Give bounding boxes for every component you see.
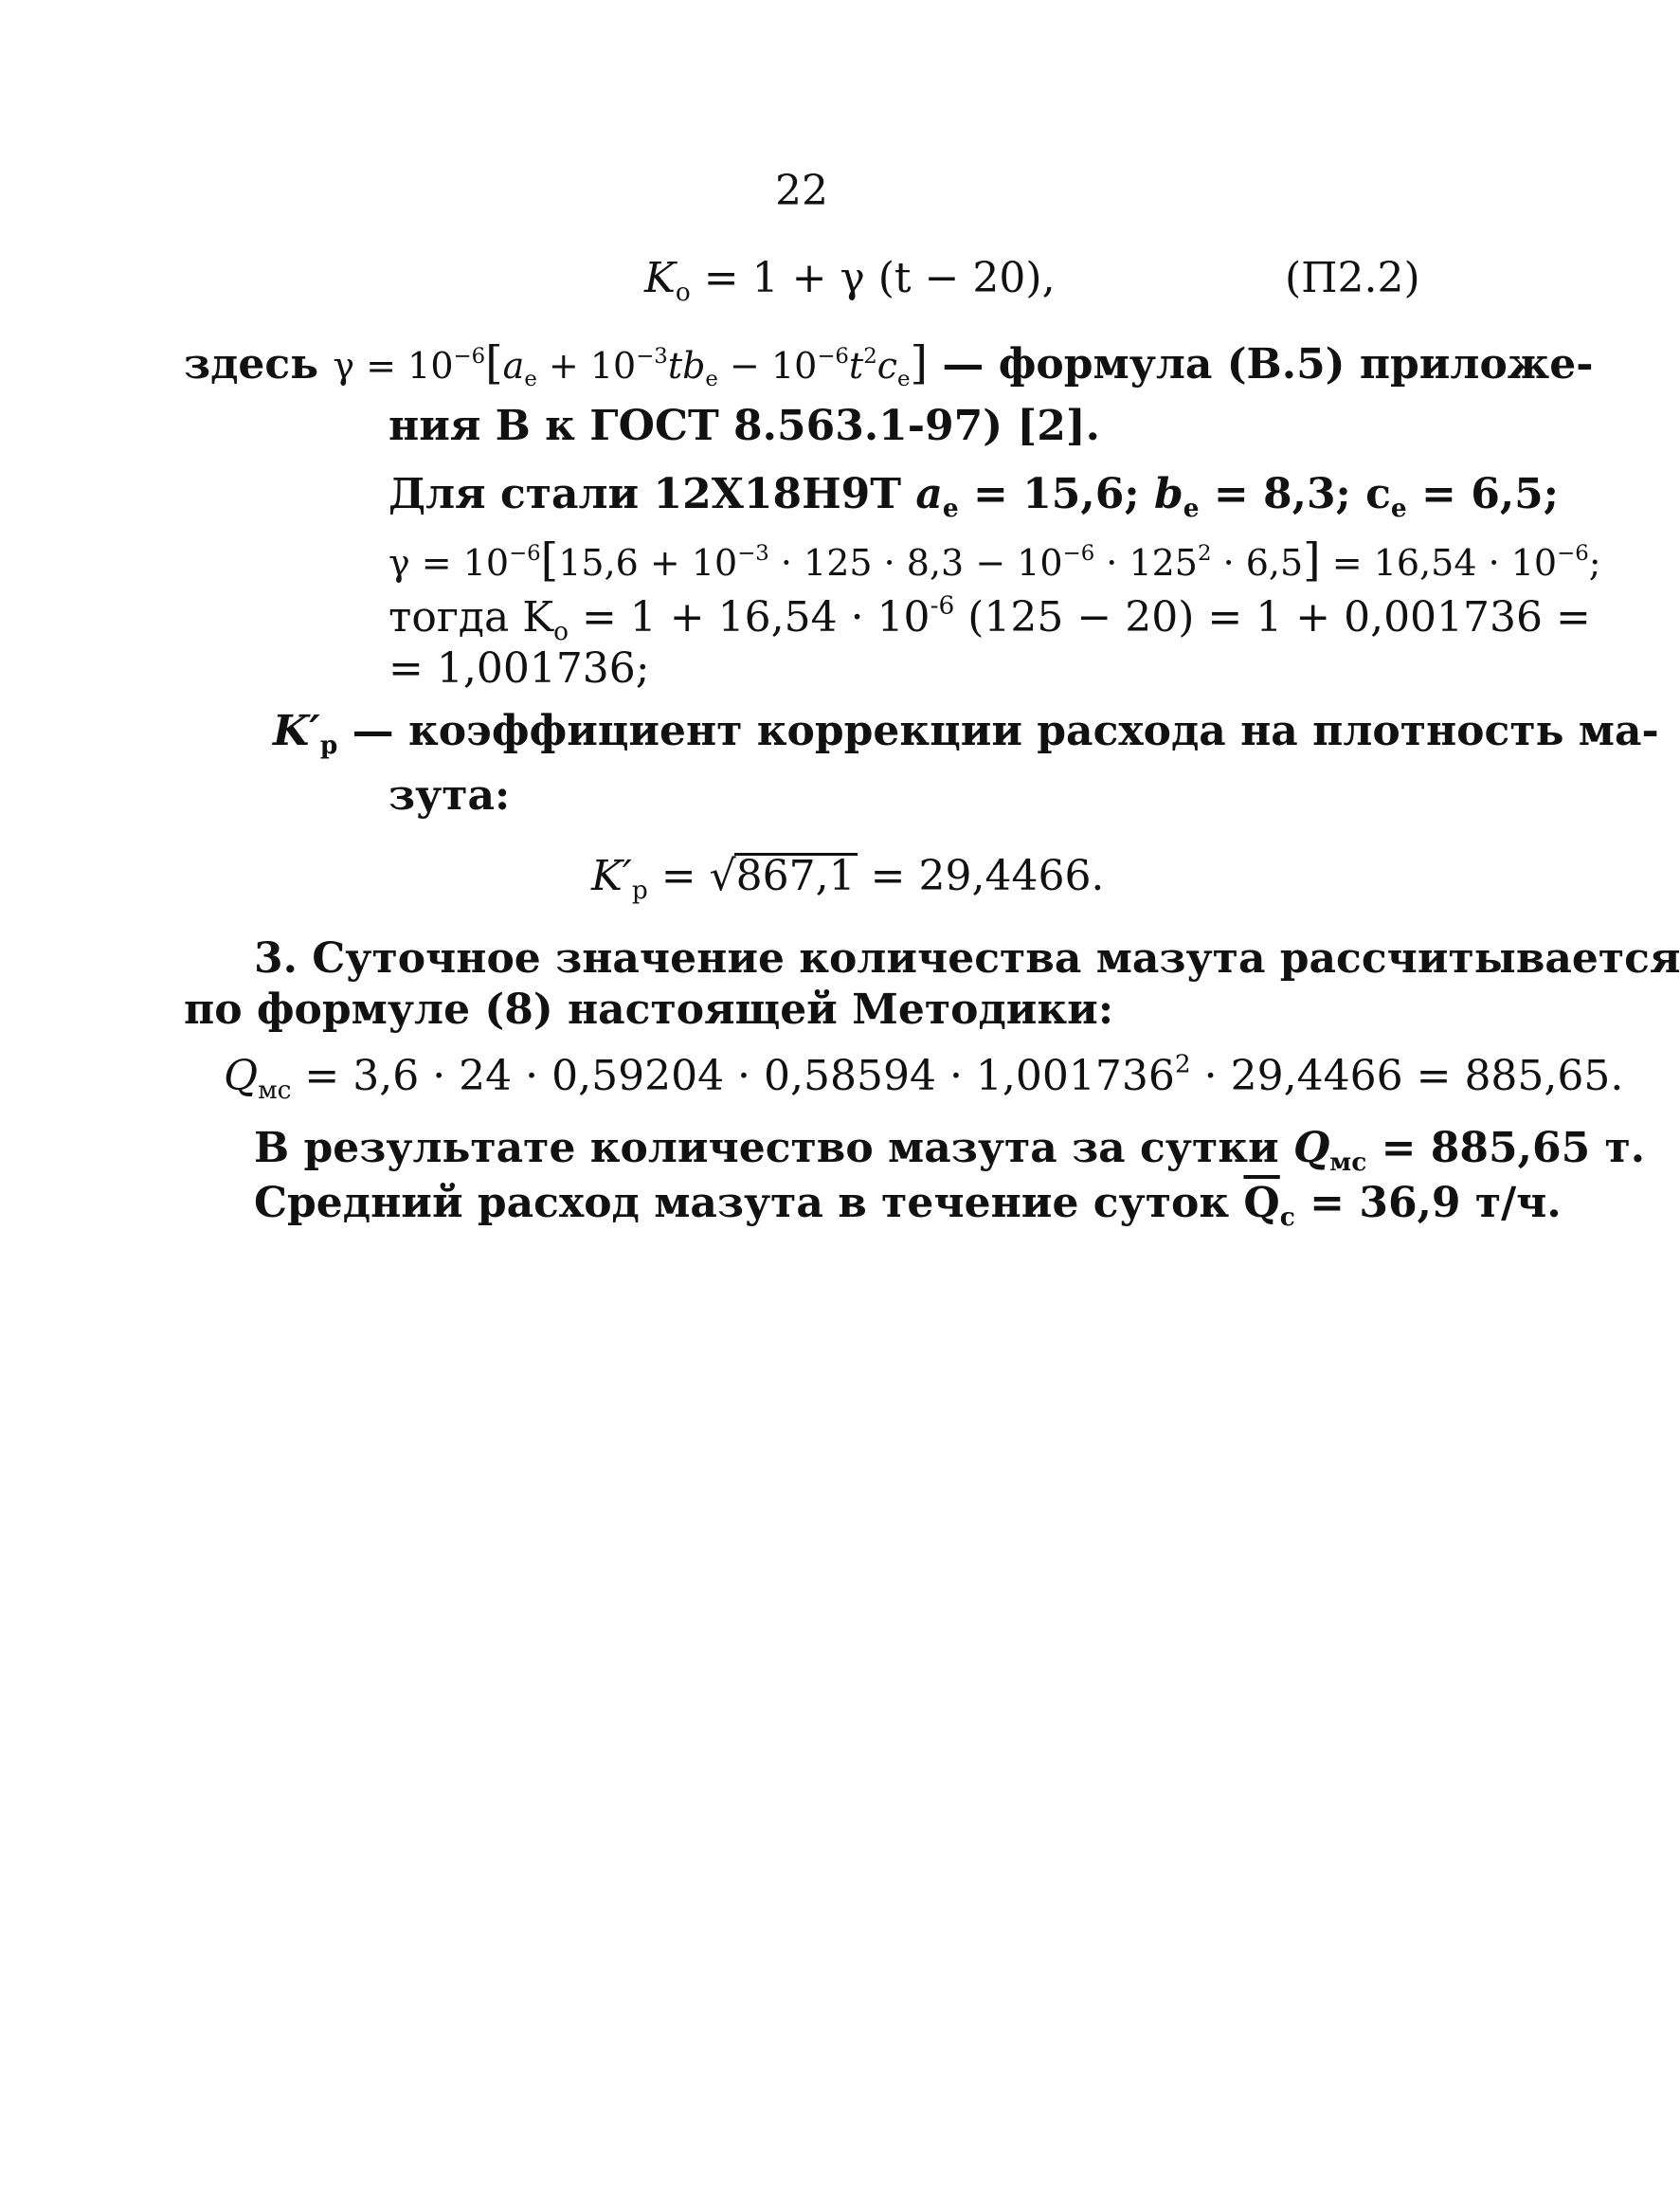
sqrt-symbol: √ — [709, 852, 736, 900]
result-line: В результате количество мазута за сутки $Q_{мс} = 885,65$ т. — [254, 1124, 1646, 1178]
sqrt-radicand: 867,1 — [735, 852, 856, 900]
step-3-line-1: 3. Суточное значение количества мазута рассчитывается — [254, 934, 1680, 983]
gamma-formula: $\gamma = 10^{-6}[a_e + 10^{-3}tb_e - 10^{-6}t^2c_e]$ — [333, 337, 929, 391]
gamma-definition-line-2: ния В к ГОСТ 8.563.1-97) [2]. — [388, 402, 1100, 450]
equation-k0 — [644, 254, 1056, 308]
equation-number-p2-2: (П2.2) — [1285, 254, 1420, 302]
k0-symbol: K — [644, 254, 676, 302]
step-3-line-2: по формуле (8) настоящей Методики: — [184, 986, 1114, 1034]
gamma-definition-tail: — формула (В.5) приложе- — [942, 340, 1594, 389]
page-number: 22 — [775, 167, 828, 215]
gamma-calculation: $\gamma = 10^{-6}[15,6 + 10^{-3} \cdot 125 \cdot 8,3 - 10^{-6} \cdot 125^2 \cdot 6,5] = 16,54 \cdot 10^{-6}$; — [388, 534, 1601, 587]
k0-calculation: тогда $K_о = 1 + 16,54 \cdot 10^{-6}$ (125 − 20) = 1 + 0,001736 = — [388, 590, 1591, 647]
kp-equation: $K'_р = √867,1 = 29,4466$. — [591, 852, 1105, 906]
average-flow-line: Средний расход мазута в течение суток $\overline{Q}_с = 36,9$ т/ч. — [254, 1179, 1562, 1233]
steel-coefficients-line: Для стали 12Х18Н9Т $a_e = 15,6$; $b_e = 8,3$; $c_e = 6,5$; — [388, 470, 1560, 524]
kp-definition-continuation: зута: — [388, 771, 511, 820]
k0-result: = 1,001736; — [388, 644, 650, 693]
k0-subscript: о — [675, 278, 691, 308]
kp-definition: $K'_р$ — коэффициент коррекции расхода на плотность ма- — [273, 707, 1659, 761]
gamma-definition-line — [184, 337, 1594, 391]
q-bar: $\overline{Q}$ — [1243, 1179, 1280, 1227]
qmc-equation: $Q_{мс} = 3,6 \cdot 24 \cdot 0,59204 \cdot 0,58594 \cdot 1,001736^2 \cdot 29,4466 = 885,65$. — [224, 1049, 1624, 1106]
k0-formula: = 1 + γ (t − 20), — [703, 254, 1056, 302]
gamma-intro: здесь — [184, 340, 319, 389]
